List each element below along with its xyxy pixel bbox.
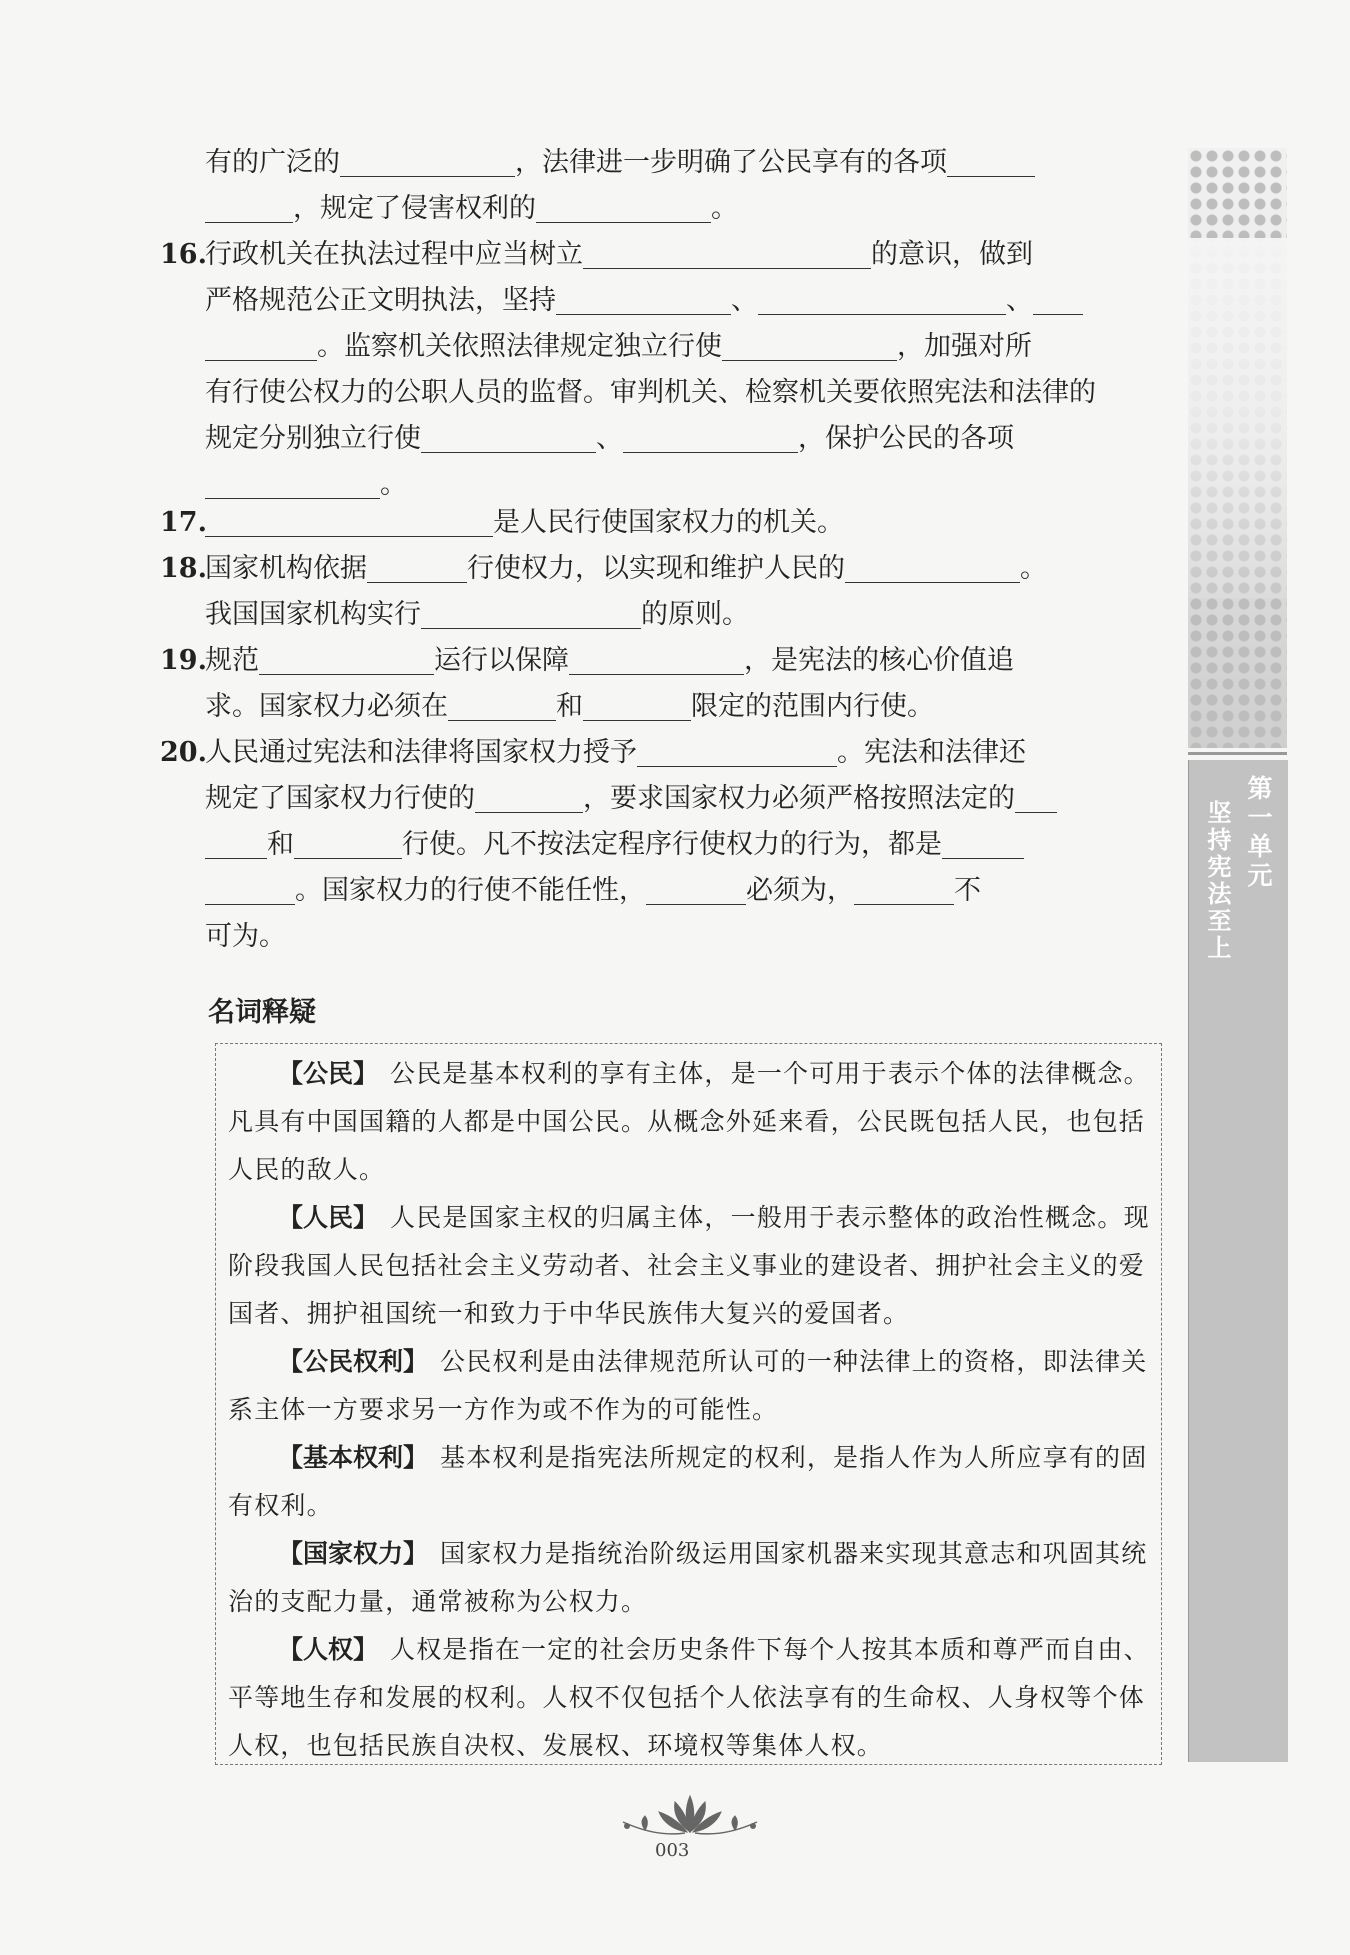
- question-text: 和: [556, 691, 583, 722]
- answer-blank[interactable]: [340, 146, 515, 177]
- unit-label: 第一单元: [1244, 775, 1273, 891]
- question-text: 有行使公权力的公职人员的监督。审判机关、检察机关要依照宪法和法律的: [205, 377, 1096, 408]
- question-text: 严格规范公正文明执法，坚持: [205, 285, 556, 316]
- answer-blank[interactable]: [1015, 782, 1057, 813]
- sidebar-decoration: [1188, 148, 1287, 748]
- question-text: 行使。凡不按法定程序行使权力的行为，都是: [402, 829, 942, 860]
- answer-blank[interactable]: [259, 644, 434, 675]
- question-text: 行使权力，以实现和维护人民的: [467, 553, 845, 584]
- question-number: 17.: [160, 507, 207, 538]
- question-text: 是人民行使国家权力的机关。: [493, 507, 844, 538]
- answer-blank[interactable]: [758, 284, 1006, 315]
- term-name: 【公民】: [278, 1059, 379, 1088]
- question-text: 必须为，: [746, 875, 854, 906]
- answer-blank[interactable]: [475, 782, 583, 813]
- answer-blank[interactable]: [421, 422, 596, 453]
- question-16: [160, 232, 1165, 508]
- term-name: 【国家权力】: [278, 1539, 429, 1568]
- unit-title: 坚持宪法至上: [1203, 800, 1231, 962]
- question-text: 规定了国家权力行使的: [205, 783, 475, 814]
- answer-blank[interactable]: [205, 828, 267, 859]
- glossary-title: 名词释疑: [208, 997, 316, 1028]
- answer-blank[interactable]: [569, 644, 744, 675]
- term-definition: 公民是基本权利的享有主体，是一个可用于表示个体的法律概念。凡具有中国国籍的人都是中国公民。从概念外延来看，公民既包括人民，也包括人民的敌人。: [228, 1059, 1150, 1184]
- term-definition: 基本权利是指宪法所规定的权利，是指人作为人所应享有的固有权利。: [228, 1443, 1148, 1520]
- question-text: ，保护公民的各项: [798, 423, 1014, 454]
- question-text: 限定的范围内行使。: [691, 691, 934, 722]
- answer-blank[interactable]: [205, 330, 317, 361]
- term-definition: 公民权利是由法律规范所认可的一种法律上的资格，即法律关系主体一方要求另一方作为或不作为的可能性。: [228, 1347, 1148, 1424]
- question-number: 20.: [160, 737, 207, 768]
- answer-blank[interactable]: [722, 330, 897, 361]
- answer-blank[interactable]: [556, 284, 731, 315]
- question-text: 的原则。: [641, 599, 749, 630]
- term-definition: 人民是国家主权的归属主体，一般用于表示整体的政治性概念。现阶段我国人民包括社会主义劳动者、社会主义事业的建设者、拥护社会主义的爱国者、拥护祖国统一和致力于中华民族伟大复兴的爱国者。: [228, 1203, 1150, 1328]
- question-text: 。国家权力的行使不能任性，: [295, 875, 646, 906]
- question-text: 可为。: [205, 921, 286, 952]
- answer-blank[interactable]: [583, 690, 691, 721]
- question-text: 国家机构依据: [205, 553, 367, 584]
- floral-ornament-icon: [615, 1792, 765, 1837]
- answer-blank[interactable]: [942, 828, 1024, 859]
- glossary-term: [228, 1194, 1151, 1338]
- answer-blank[interactable]: [637, 736, 837, 767]
- question-text: 、: [596, 423, 623, 454]
- exercise-questions: [160, 140, 1165, 960]
- answer-blank[interactable]: [421, 598, 641, 629]
- question-text: 我国国家机构实行: [205, 599, 421, 630]
- question-text: 不: [954, 875, 981, 906]
- question-text: 。: [380, 469, 407, 500]
- question-text: 和: [267, 829, 294, 860]
- term-name: 【人民】: [278, 1203, 379, 1232]
- answer-blank[interactable]: [367, 552, 467, 583]
- answer-blank[interactable]: [294, 828, 402, 859]
- sidebar-divider: [1188, 752, 1287, 755]
- answer-blank[interactable]: [854, 874, 954, 905]
- question-19: [160, 638, 1165, 730]
- answer-blank[interactable]: [205, 506, 493, 537]
- glossary-term: [228, 1530, 1151, 1626]
- question-text: ，加强对所: [897, 331, 1032, 362]
- glossary-box: [215, 1043, 1162, 1765]
- question-text: 行政机关在执法过程中应当树立: [205, 239, 583, 270]
- question-text: 。: [1020, 553, 1047, 584]
- term-definition: 人权是指在一定的社会历史条件下每个人按其本质和尊严而自由、平等地生存和发展的权利。人权不仅包括个人依法享有的生命权、人身权等个体人权，也包括民族自决权、发展权、环境权等集体人权。: [228, 1635, 1150, 1760]
- answer-blank[interactable]: [623, 422, 798, 453]
- answer-blank[interactable]: [536, 192, 711, 223]
- question-number: 19.: [160, 645, 207, 676]
- question-text: 。: [711, 193, 738, 224]
- question-15-continued: [205, 140, 1165, 232]
- question-text: 有的广泛的: [205, 147, 340, 178]
- answer-blank[interactable]: [583, 238, 871, 269]
- question-18: [160, 546, 1165, 638]
- answer-blank[interactable]: [646, 874, 746, 905]
- question-text: 。监察机关依照法律规定独立行使: [317, 331, 722, 362]
- answer-blank[interactable]: [947, 146, 1035, 177]
- term-name: 【公民权利】: [278, 1347, 429, 1376]
- question-number: 18.: [160, 553, 207, 584]
- question-text: 的意识，做到: [871, 239, 1033, 270]
- term-definition: 国家权力是指统治阶级运用国家机器来实现其意志和巩固其统治的支配力量，通常被称为公权力。: [228, 1539, 1148, 1616]
- question-text: ，是宪法的核心价值追: [744, 645, 1014, 676]
- question-text: ，规定了侵害权利的: [293, 193, 536, 224]
- answer-blank[interactable]: [205, 192, 293, 223]
- question-text: ，要求国家权力必须严格按照法定的: [583, 783, 1015, 814]
- question-20: [160, 730, 1165, 960]
- answer-blank[interactable]: [1033, 284, 1083, 315]
- glossary-term: [228, 1050, 1151, 1194]
- glossary-term: [228, 1626, 1151, 1770]
- question-text: 、: [731, 285, 758, 316]
- term-name: 【基本权利】: [278, 1443, 429, 1472]
- question-number: 16.: [160, 239, 207, 270]
- term-name: 【人权】: [278, 1635, 379, 1664]
- question-17: [160, 500, 1165, 546]
- glossary-term: [228, 1338, 1151, 1434]
- answer-blank[interactable]: [205, 468, 380, 499]
- question-text: 。宪法和法律还: [837, 737, 1026, 768]
- question-text: 、: [1006, 285, 1033, 316]
- glossary-term: [228, 1434, 1151, 1530]
- answer-blank[interactable]: [205, 874, 295, 905]
- answer-blank[interactable]: [845, 552, 1020, 583]
- question-text: ，法律进一步明确了公民享有的各项: [515, 147, 947, 178]
- answer-blank[interactable]: [448, 690, 556, 721]
- page-number: 003: [655, 1840, 690, 1861]
- question-text: 规定分别独立行使: [205, 423, 421, 454]
- question-text: 规范: [205, 645, 259, 676]
- question-text: 人民通过宪法和法律将国家权力授予: [205, 737, 637, 768]
- question-text: 求。国家权力必须在: [205, 691, 448, 722]
- question-text: 运行以保障: [434, 645, 569, 676]
